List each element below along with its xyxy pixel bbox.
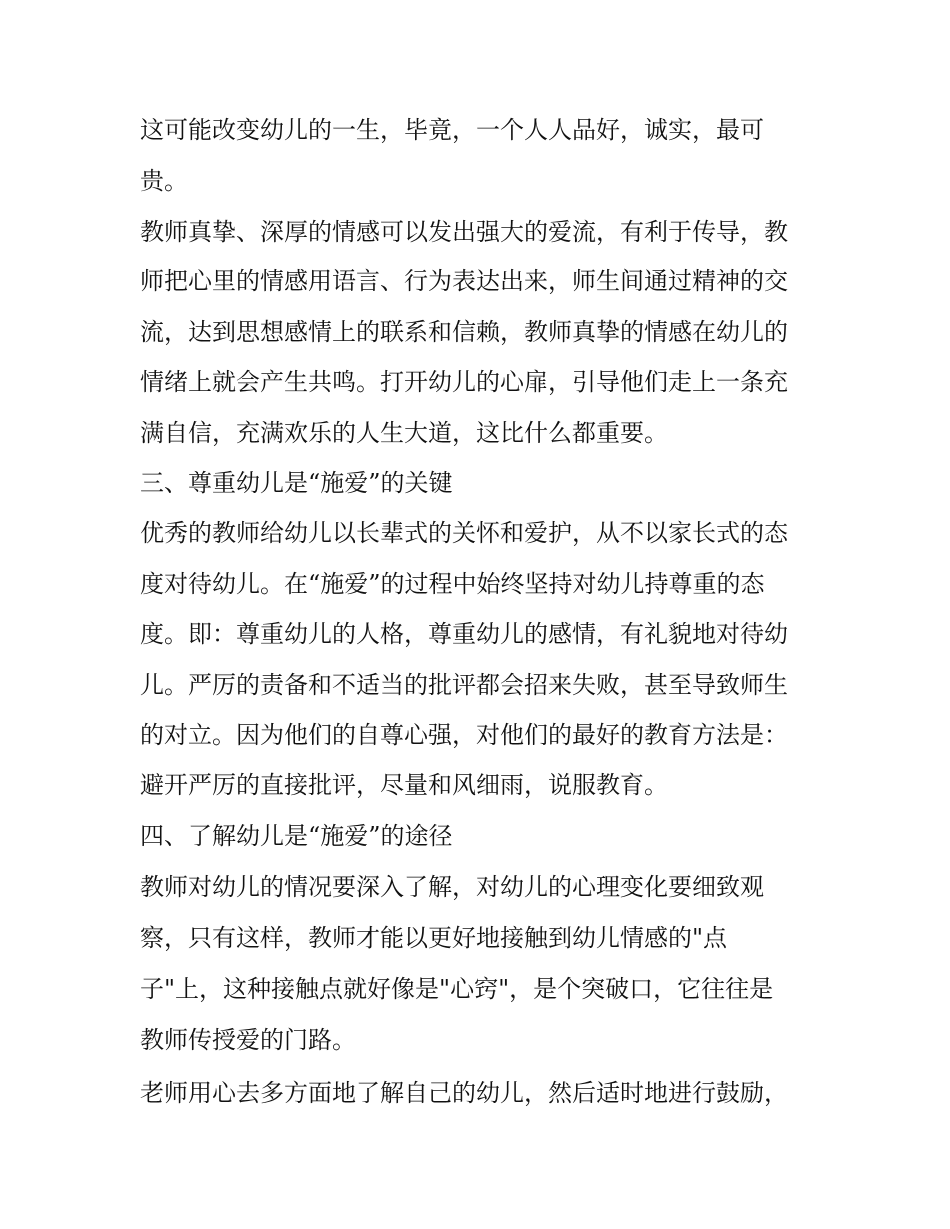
text-line: 度对待幼儿。在“施爱”的过程中始终坚持对幼儿持尊重的态	[140, 570, 765, 598]
text-line: 满自信，充满欢乐的人生大道，这比什么都重要。	[140, 419, 668, 447]
text-line: 这可能改变幼儿的一生，毕竟，一个人人品好，诚实，最可	[140, 116, 764, 144]
text-line: 避开严厉的直接批评，尽量和风细雨，说服教育。	[140, 771, 668, 799]
text-line: 师把心里的情感用语言、行为表达出来，师生间通过精神的交	[140, 267, 788, 295]
text-line: 情绪上就会产生共鸣。打开幼儿的心扉，引导他们走上一条充	[140, 368, 788, 396]
text-line: 度。即：尊重幼儿的人格，尊重幼儿的感情，有礼貌地对待幼	[140, 620, 788, 648]
text-line: 察，只有这样，教师才能以更好地接触到幼儿情感的"点	[140, 924, 728, 952]
text-line: 老师用心去多方面地了解自己的幼儿，然后适时地进行鼓励，	[140, 1079, 788, 1107]
text-line: 的对立。因为他们的自尊心强，对他们的最好的教育方法是：	[140, 721, 788, 749]
text-line: 流，达到思想感情上的联系和信赖，教师真挚的情感在幼儿的	[140, 318, 788, 346]
text-line: 儿。严厉的责备和不适当的批评都会招来失败，甚至导致师生	[140, 671, 788, 699]
text-line: 教师对幼儿的情况要深入了解，对幼儿的心理变化要细致观	[140, 873, 764, 901]
section-heading: 三、尊重幼儿是“施爱”的关键	[140, 469, 453, 497]
text-line: 优秀的教师给幼儿以长辈式的关怀和爱护，从不以家长式的态	[140, 519, 788, 547]
section-heading: 四、了解幼儿是“施爱”的途径	[140, 822, 453, 850]
text-line: 教师传授爱的门路。	[140, 1026, 356, 1054]
text-line: 教师真挚、深厚的情感可以发出强大的爱流，有利于传导，教	[140, 218, 788, 246]
text-line: 子"上，这种接触点就好像是"心窍"，是个突破口，它往往是	[140, 975, 774, 1003]
text-line: 贵。	[140, 167, 188, 195]
